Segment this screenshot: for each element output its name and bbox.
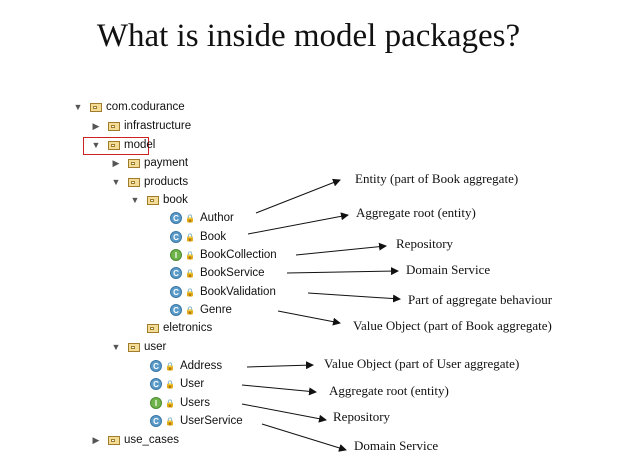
expanded-arrow-icon[interactable]: ▼ xyxy=(73,102,83,112)
tree-node-label: BookValidation xyxy=(199,286,276,298)
annotation-book-collection: Repository xyxy=(396,236,454,251)
lock-icon: 🔒 xyxy=(165,416,175,426)
collapsed-arrow-icon[interactable]: ▶ xyxy=(112,157,120,168)
expanded-arrow-icon[interactable]: ▼ xyxy=(111,177,121,187)
collapsed-arrow-icon[interactable]: ▶ xyxy=(92,120,100,131)
tree-node-label: book xyxy=(163,194,188,206)
tree-node-label: User xyxy=(179,378,205,390)
arrow-book-service xyxy=(287,271,398,273)
tree-node-label: payment xyxy=(144,157,189,169)
tree-node-label: Address xyxy=(179,360,223,372)
class-icon: C xyxy=(150,378,162,390)
lock-icon: 🔒 xyxy=(185,268,195,278)
class-icon: C xyxy=(170,286,182,298)
arrow-user xyxy=(242,385,316,392)
lock-icon: 🔒 xyxy=(185,232,195,242)
tree-node-label: Book xyxy=(199,231,227,243)
tree-node-label: Users xyxy=(179,397,210,409)
annotation-user: Aggregate root (entity) xyxy=(329,383,449,398)
arrow-user-service xyxy=(262,424,346,450)
arrow-genre xyxy=(278,311,340,323)
annotation-user-service: Domain Service xyxy=(354,438,439,453)
annotation-book-service: Domain Service xyxy=(406,262,491,277)
arrow-users xyxy=(242,404,326,420)
annotation-book: Aggregate root (entity) xyxy=(356,205,476,220)
annotation-users: Repository xyxy=(333,409,391,424)
tree-node-label: com.codurance xyxy=(106,101,185,113)
tree-node-label: user xyxy=(144,341,167,353)
tree-node-label: eletronics xyxy=(163,322,213,334)
expanded-arrow-icon[interactable]: ▼ xyxy=(130,195,140,205)
lock-icon: 🔒 xyxy=(185,213,195,223)
class-icon: C xyxy=(150,360,162,372)
collapsed-arrow-icon[interactable]: ▶ xyxy=(92,434,100,445)
class-icon: C xyxy=(170,212,182,224)
annotation-book-validation: Part of aggregate behaviour xyxy=(408,292,553,307)
expanded-arrow-icon[interactable]: ▼ xyxy=(111,342,121,352)
tree-node-label: Author xyxy=(199,212,234,224)
lock-icon: 🔒 xyxy=(165,361,175,371)
lock-icon: 🔒 xyxy=(165,379,175,389)
tree-node-label: BookCollection xyxy=(199,249,277,261)
tree-node-label: use_cases xyxy=(124,434,179,446)
arrow-author xyxy=(256,180,340,213)
lock-icon: 🔒 xyxy=(185,287,195,297)
tree-node-label: BookService xyxy=(199,267,265,279)
annotation-author: Entity (part of Book aggregate) xyxy=(355,171,519,186)
tree-node-label: model xyxy=(124,139,156,151)
class-icon: C xyxy=(170,231,182,243)
arrow-book-collection xyxy=(296,246,386,255)
annotation-genre: Value Object (part of Book aggregate) xyxy=(353,318,552,333)
tree-node-label: infrastructure xyxy=(124,120,192,132)
page-title: What is inside model packages? xyxy=(96,18,521,54)
interface-icon: I xyxy=(170,249,182,261)
expanded-arrow-icon[interactable]: ▼ xyxy=(91,140,101,150)
class-icon: C xyxy=(150,415,162,427)
arrow-book xyxy=(248,215,348,234)
tree-node-label: Genre xyxy=(199,304,232,316)
lock-icon: 🔒 xyxy=(165,398,175,408)
annotation-address: Value Object (part of User aggregate) xyxy=(324,356,520,371)
tree-node-label: products xyxy=(144,176,189,188)
lock-icon: 🔒 xyxy=(185,250,195,260)
lock-icon: 🔒 xyxy=(185,305,195,315)
tree-node-label: UserService xyxy=(179,415,243,427)
interface-icon: I xyxy=(150,397,162,409)
arrow-address xyxy=(247,365,313,367)
arrow-book-validation xyxy=(308,293,400,299)
class-icon: C xyxy=(170,267,182,279)
class-icon: C xyxy=(170,304,182,316)
